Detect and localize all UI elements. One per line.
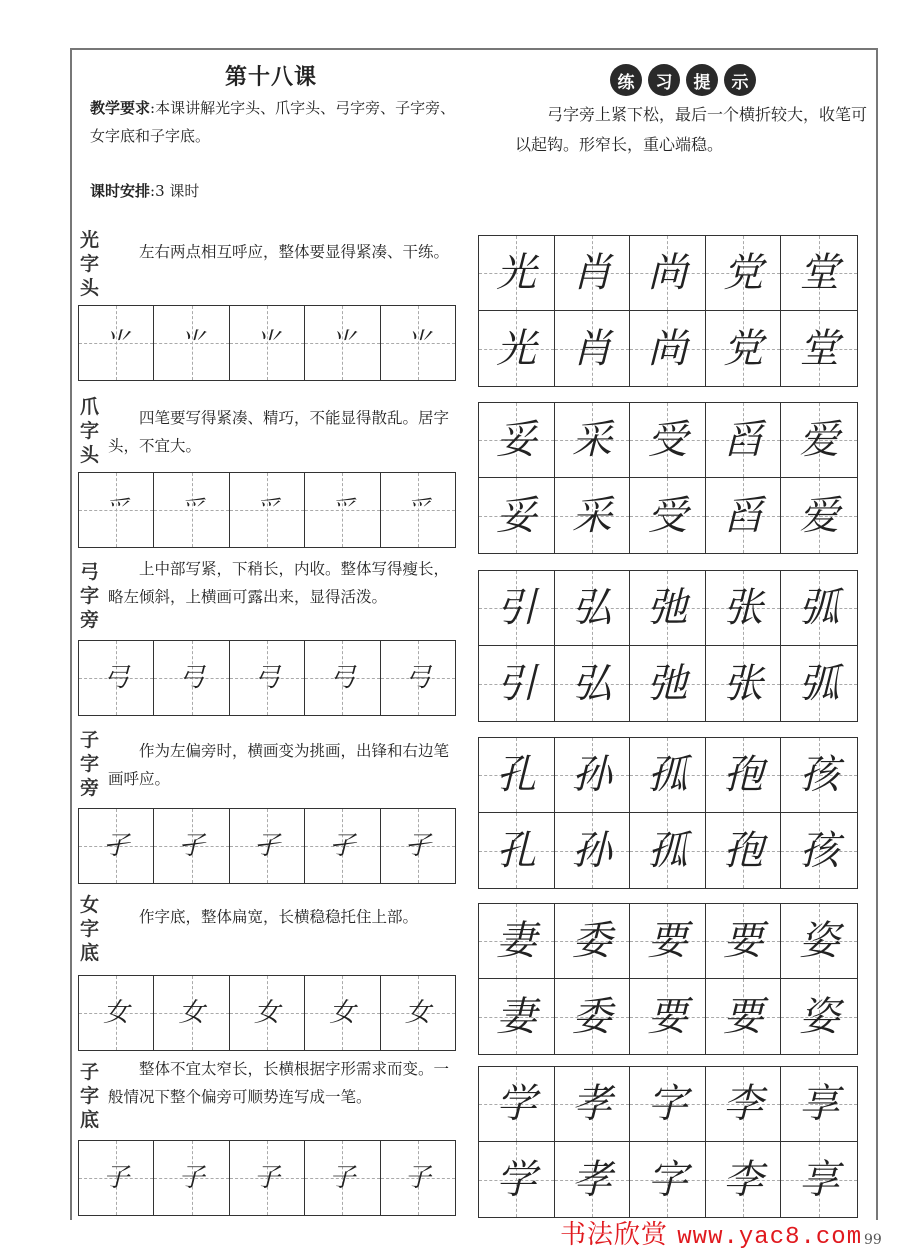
radical-practice-strip — [78, 808, 456, 884]
radical-cell — [381, 473, 455, 547]
radical-glyph: 孑 — [103, 831, 130, 861]
radical-glyph: 子 — [329, 1163, 356, 1193]
character-glyph: 堂 — [799, 325, 840, 372]
character-cell — [781, 403, 857, 478]
class-schedule — [90, 180, 199, 201]
character-cell — [555, 979, 631, 1054]
character-cell — [630, 478, 706, 553]
character-glyph: 孢 — [723, 827, 764, 874]
character-cell — [781, 571, 857, 646]
character-glyph: 弧 — [799, 660, 840, 707]
character-glyph: 李 — [723, 1156, 764, 1203]
radical-glyph: ⺌ — [329, 328, 356, 358]
character-cell — [555, 571, 631, 646]
character-glyph: 舀 — [723, 417, 764, 463]
radical-glyph: 子 — [254, 1163, 281, 1193]
character-cell — [781, 813, 857, 888]
character-cell — [706, 738, 782, 813]
radical-cell — [154, 809, 229, 883]
character-practice-grid — [478, 570, 858, 722]
radical-practice-strip — [78, 975, 456, 1051]
character-glyph: 妥 — [496, 492, 537, 539]
character-cell — [479, 478, 555, 553]
character-cell — [630, 646, 706, 721]
radical-cell — [79, 306, 154, 380]
character-glyph: 堂 — [799, 250, 840, 296]
character-glyph: 要 — [647, 993, 688, 1040]
radical-cell — [79, 641, 154, 715]
character-cell — [706, 813, 782, 888]
radical-glyph: 子 — [404, 1163, 431, 1193]
character-cell — [706, 646, 782, 721]
character-cell — [706, 1067, 782, 1142]
character-glyph: 字 — [647, 1156, 688, 1203]
radical-cell — [305, 976, 380, 1050]
character-glyph: 爱 — [799, 492, 840, 539]
radical-cell — [230, 809, 305, 883]
character-glyph: 孔 — [496, 752, 537, 798]
character-glyph: 采 — [571, 417, 612, 463]
character-cell — [479, 904, 555, 979]
radical-cell — [305, 1141, 380, 1215]
character-glyph: 孢 — [723, 752, 764, 798]
radical-glyph: 女 — [103, 998, 130, 1028]
character-cell — [479, 571, 555, 646]
character-cell — [555, 403, 631, 478]
character-glyph: 要 — [723, 918, 764, 964]
radical-cell — [154, 976, 229, 1050]
radical-glyph: 子 — [103, 1163, 130, 1193]
character-glyph: 享 — [799, 1156, 840, 1203]
character-cell — [555, 1067, 631, 1142]
character-cell — [479, 403, 555, 478]
character-glyph: 妥 — [496, 417, 537, 463]
radical-cell — [154, 1141, 229, 1215]
character-glyph: 张 — [723, 660, 764, 707]
section-label: 子字底 — [80, 1061, 100, 1131]
character-cell — [630, 403, 706, 478]
character-cell — [555, 738, 631, 813]
character-glyph: 爱 — [799, 417, 840, 463]
character-cell — [706, 236, 782, 311]
radical-glyph: 孑 — [254, 831, 281, 861]
radical-cell — [305, 473, 380, 547]
character-glyph: 孩 — [799, 827, 840, 874]
character-glyph: 弛 — [647, 660, 688, 707]
requirement-label: 教学要求 — [90, 99, 151, 117]
section-label: 弓字旁 — [80, 561, 100, 631]
character-cell — [781, 1142, 857, 1217]
schedule-text: :3 课时 — [150, 182, 200, 200]
watermark — [560, 1221, 862, 1252]
character-cell — [781, 1067, 857, 1142]
radical-glyph: 弓 — [254, 663, 281, 693]
section-description: 作字底，整体扁宽，长横稳稳托住上部。 — [139, 908, 419, 926]
radical-cell — [154, 641, 229, 715]
character-cell — [781, 979, 857, 1054]
character-cell — [630, 571, 706, 646]
character-cell — [630, 979, 706, 1054]
radical-glyph: 孑 — [404, 831, 431, 861]
character-cell — [479, 646, 555, 721]
character-glyph: 尚 — [647, 250, 688, 296]
character-cell — [706, 979, 782, 1054]
character-cell — [706, 311, 782, 386]
teaching-requirement — [90, 94, 470, 150]
radical-glyph: 弓 — [329, 663, 356, 693]
character-practice-grid — [478, 903, 858, 1055]
character-glyph: 弘 — [571, 660, 612, 707]
radical-glyph: 女 — [404, 998, 431, 1028]
character-cell — [706, 571, 782, 646]
radical-cell — [154, 306, 229, 380]
character-practice-grid — [478, 1066, 858, 1218]
character-glyph: 委 — [571, 918, 612, 964]
character-cell — [781, 904, 857, 979]
character-cell — [630, 1067, 706, 1142]
character-cell — [706, 478, 782, 553]
radical-glyph: ⺌ — [178, 328, 205, 358]
section-label: 光字头 — [80, 229, 100, 299]
radical-cell — [79, 473, 154, 547]
character-practice-grid — [478, 402, 858, 554]
radical-glyph: 孑 — [178, 831, 205, 861]
section-label: 子字旁 — [80, 729, 100, 799]
character-cell — [630, 813, 706, 888]
character-glyph: 孤 — [647, 827, 688, 874]
character-glyph: 受 — [647, 417, 688, 463]
character-glyph: 引 — [496, 660, 537, 707]
character-cell — [479, 236, 555, 311]
radical-cell — [154, 473, 229, 547]
schedule-label: 课时安排 — [90, 182, 151, 200]
character-glyph: 孙 — [571, 827, 612, 874]
character-glyph: 姿 — [799, 918, 840, 964]
character-glyph: 党 — [723, 250, 764, 296]
radical-glyph: 孑 — [329, 831, 356, 861]
character-cell — [781, 311, 857, 386]
section-label: 爪字头 — [80, 396, 100, 466]
radical-cell — [381, 809, 455, 883]
character-glyph: 享 — [799, 1081, 840, 1127]
character-glyph: 舀 — [723, 492, 764, 539]
radical-glyph: 爫 — [404, 495, 431, 525]
radical-glyph: ⺌ — [404, 328, 431, 358]
section-description: 上中部写紧，下稍长，内收。整体写得瘦长，略左倾斜，上横画可露出来，显得活泼。 — [108, 560, 450, 606]
practice-tips-text: 弓字旁上紧下松，最后一个横折较大，收笔可以起钩。形窄长，重心端稳。 — [515, 105, 868, 154]
character-cell — [555, 646, 631, 721]
radical-cell — [381, 976, 455, 1050]
character-practice-grid — [478, 737, 858, 889]
character-glyph: 孝 — [571, 1156, 612, 1203]
character-glyph: 孔 — [496, 827, 537, 874]
character-glyph: 尚 — [647, 325, 688, 372]
character-cell — [479, 1142, 555, 1217]
watermark-text: 书法欣赏 — [560, 1220, 669, 1250]
character-cell — [479, 738, 555, 813]
character-cell — [555, 813, 631, 888]
section-description: 四笔要写得紧凑、精巧，不能显得散乱。居字头，不宜大。 — [108, 409, 450, 455]
radical-cell — [305, 641, 380, 715]
radical-glyph: ⺌ — [254, 328, 281, 358]
character-glyph: 孩 — [799, 752, 840, 798]
character-glyph: 孝 — [571, 1081, 612, 1127]
radical-glyph: 子 — [178, 1163, 205, 1193]
character-glyph: 妻 — [496, 918, 537, 964]
character-glyph: 妻 — [496, 993, 537, 1040]
radical-cell — [230, 1141, 305, 1215]
character-cell — [781, 478, 857, 553]
page-number: 99 — [864, 1232, 882, 1248]
character-practice-grid — [478, 235, 858, 387]
requirement-text: :本课讲解光字头、爪字头、弓字旁、子字旁、女字底和子字底。 — [90, 99, 456, 145]
character-cell — [479, 979, 555, 1054]
radical-practice-strip — [78, 640, 456, 716]
radical-glyph: 女 — [329, 998, 356, 1028]
character-glyph: 受 — [647, 492, 688, 539]
radical-glyph: 爫 — [329, 495, 356, 525]
character-glyph: 孙 — [571, 752, 612, 798]
radical-glyph: 女 — [178, 998, 205, 1028]
character-glyph: 学 — [496, 1156, 537, 1203]
radical-cell — [230, 473, 305, 547]
character-cell — [706, 904, 782, 979]
radical-cell — [230, 641, 305, 715]
character-glyph: 孤 — [647, 752, 688, 798]
character-glyph: 弛 — [647, 585, 688, 631]
character-cell — [781, 738, 857, 813]
radical-glyph: 爫 — [178, 495, 205, 525]
radical-glyph: 弓 — [103, 663, 130, 693]
character-glyph: 光 — [496, 325, 537, 372]
tips-badge: 习 — [648, 64, 680, 96]
section-label: 女字底 — [80, 894, 100, 964]
character-cell — [555, 236, 631, 311]
character-glyph: 肖 — [571, 325, 612, 372]
section-description: 左右两点相互呼应，整体要显得紧凑、干练。 — [139, 243, 450, 261]
character-cell — [706, 403, 782, 478]
character-cell — [479, 813, 555, 888]
character-glyph: 学 — [496, 1081, 537, 1127]
character-glyph: 引 — [496, 585, 537, 631]
radical-glyph: 爫 — [254, 495, 281, 525]
character-glyph: 字 — [647, 1081, 688, 1127]
radical-practice-strip — [78, 305, 456, 381]
radical-glyph: 弓 — [178, 663, 205, 693]
character-glyph: 弘 — [571, 585, 612, 631]
character-cell — [479, 1067, 555, 1142]
character-glyph: 李 — [723, 1081, 764, 1127]
radical-cell — [305, 809, 380, 883]
radical-cell — [381, 641, 455, 715]
tips-badge: 练 — [610, 64, 642, 96]
character-cell — [555, 904, 631, 979]
character-glyph: 张 — [723, 585, 764, 631]
radical-practice-strip — [78, 1140, 456, 1216]
tips-badge: 提 — [686, 64, 718, 96]
character-glyph: 弧 — [799, 585, 840, 631]
radical-cell — [305, 306, 380, 380]
character-cell — [781, 236, 857, 311]
radical-cell — [79, 809, 154, 883]
character-cell — [781, 646, 857, 721]
radical-glyph: ⺌ — [103, 328, 130, 358]
character-cell — [555, 478, 631, 553]
radical-cell — [381, 306, 455, 380]
radical-cell — [230, 306, 305, 380]
radical-practice-strip — [78, 472, 456, 548]
section-description: 整体不宜太窄长，长横根据字形需求而变。一般情况下整个偏旁可顺势连写成一笔。 — [108, 1060, 450, 1106]
radical-cell — [79, 1141, 154, 1215]
radical-glyph: 爫 — [103, 495, 130, 525]
lesson-title: 第十八课 — [225, 65, 318, 90]
character-glyph: 要 — [723, 993, 764, 1040]
character-glyph: 姿 — [799, 993, 840, 1040]
character-glyph: 要 — [647, 918, 688, 964]
character-cell — [630, 904, 706, 979]
tips-badge: 示 — [724, 64, 756, 96]
character-glyph: 光 — [496, 250, 537, 296]
character-cell — [630, 236, 706, 311]
character-cell — [706, 1142, 782, 1217]
radical-cell — [381, 1141, 455, 1215]
watermark-url: www.yac8.com — [677, 1224, 863, 1251]
character-cell — [630, 1142, 706, 1217]
character-glyph: 委 — [571, 993, 612, 1040]
character-cell — [630, 311, 706, 386]
section-description: 作为左偏旁时，横画变为挑画，出锋和右边笔画呼应。 — [108, 742, 450, 788]
radical-glyph: 女 — [254, 998, 281, 1028]
radical-cell — [79, 976, 154, 1050]
character-glyph: 采 — [571, 492, 612, 539]
character-cell — [555, 311, 631, 386]
character-cell — [479, 311, 555, 386]
character-glyph: 肖 — [571, 250, 612, 296]
radical-cell — [230, 976, 305, 1050]
character-cell — [555, 1142, 631, 1217]
character-cell — [630, 738, 706, 813]
character-glyph: 党 — [723, 325, 764, 372]
practice-tips-heading — [610, 64, 756, 96]
radical-glyph: 弓 — [404, 663, 431, 693]
